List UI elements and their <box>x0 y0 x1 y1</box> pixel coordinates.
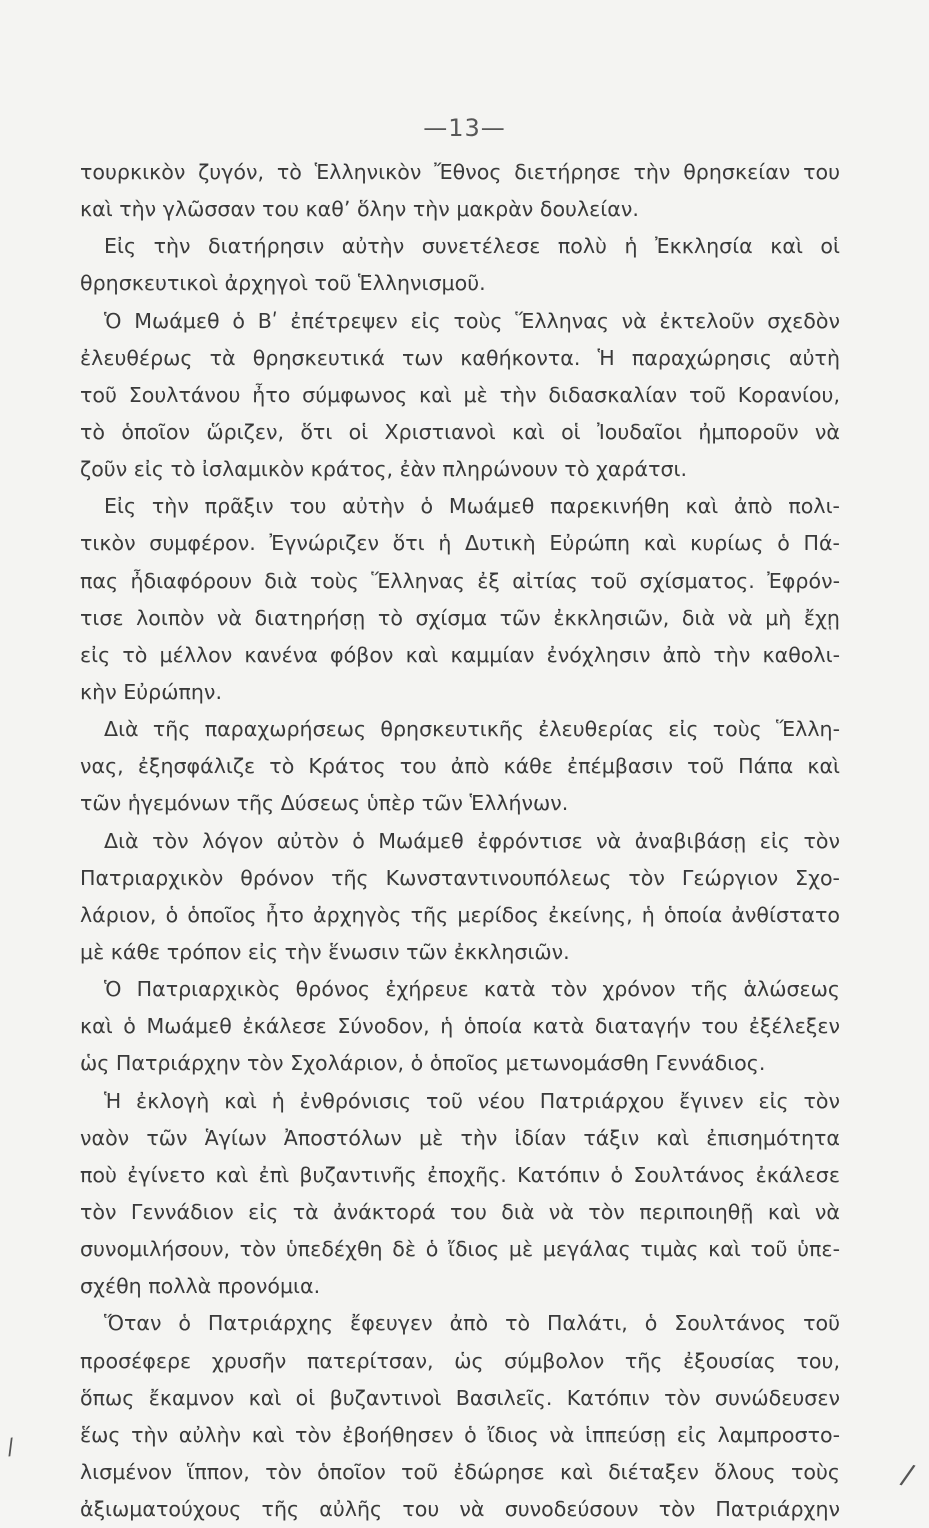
text-line: νας, ἐξησφάλιζε τὸ Κράτος του ἀπὸ κάθε ἐπέμβασιν τοῦ Πάπα καὶ <box>80 754 840 779</box>
text-line: τοῦ Σουλτάνου ἦτο σύμφωνος καὶ μὲ τὴν διδασκαλίαν τοῦ Κορανίου, <box>80 382 840 407</box>
text-line: μὲ κάθε τρόπον εἰς τὴν ἕνωσιν τῶν ἐκκλησιῶν. <box>80 939 570 964</box>
text-line: Εἰς τὴν διατήρησιν αὐτὴν συνετέλεσε πολὺ ἡ Ἐκκλησία καὶ οἱ <box>104 234 840 259</box>
text-line: Εἰς τὴν πρᾶξιν του αὐτὴν ὁ Μωάμεθ παρεκινήθη καὶ ἀπὸ πολι- <box>104 494 840 519</box>
text-line: λισμένον ἵππον, τὸν ὁποῖον τοῦ ἐδώρησε καὶ διέταξεν ὅλους τοὺς <box>80 1459 840 1484</box>
text-line: τῶν ἡγεμόνων τῆς Δύσεως ὑπὲρ τῶν Ἑλλήνων. <box>80 791 569 816</box>
text-line: τὸ ὁποῖον ὥριζεν, ὅτι οἱ Χριστιανοὶ καὶ οἱ Ἰουδαῖοι ἠμποροῦν νὰ <box>80 419 840 444</box>
text-line: λάριον, ὁ ὁποῖος ἦτο ἀρχηγὸς τῆς μερίδος ἐκείνης, ἡ ὁποία ἀνθίστατο <box>80 902 840 927</box>
text-line: εἰς τὸ μέλλον κανένα φόβον καὶ καμμίαν ἐνόχλησιν ἀπὸ τὴν καθολι- <box>80 642 840 667</box>
text-line: κὴν Εὐρώπην. <box>80 679 222 704</box>
text-line: ἕως τὴν αὐλὴν καὶ τὸν ἐβοήθησεν ὁ ἴδιος νὰ ἱππεύσῃ εἰς λαμπροστο- <box>80 1422 840 1447</box>
page-number: —13— <box>423 114 506 142</box>
text-line: Ὁ Πατριαρχικὸς θρόνος ἐχήρευε κατὰ τὸν χρόνον τῆς ἁλώσεως <box>104 977 840 1002</box>
text-line: ὅπως ἔκαμνον καὶ οἱ βυζαντινοὶ Βασιλεῖς. Κατόπιν τὸν συνώδευσεν <box>80 1385 840 1410</box>
text-line: Ἡ ἐκλογὴ καὶ ἡ ἐνθρόνισις τοῦ νέου Πατριάρχου ἔγινεν εἰς τὸν <box>104 1088 840 1113</box>
text-line: τουρκικὸν ζυγόν, τὸ Ἑλληνικὸν Ἔθνος διετήρησε τὴν θρησκείαν του <box>80 160 840 184</box>
text-line: ἐλευθέρως τὰ θρησκευτικά των καθήκοντα. Ἡ παραχώρησις αὐτὴ <box>80 345 840 370</box>
text-line: ναὸν τῶν Ἁγίων Ἀποστόλων μὲ τὴν ἰδίαν τάξιν καὶ ἐπισημότητα <box>80 1125 840 1150</box>
margin-mark: / <box>898 1457 918 1492</box>
text-line: καὶ τὴν γλῶσσαν του καθʼ ὅλην τὴν μακρὰν δουλείαν. <box>80 197 639 222</box>
text-line: τικὸν συμφέρον. Ἐγνώριζεν ὅτι ἡ Δυτικὴ Εὐρώπη καὶ κυρίως ὁ Πά- <box>80 531 840 556</box>
body-text <box>80 154 840 1528</box>
text-line: σχέθη πολλὰ προνόμια. <box>80 1274 321 1299</box>
text-line: ἀξιωματούχους τῆς αὐλῆς του νὰ συνοδεύσουν τὸν Πατριάρχην <box>80 1497 840 1522</box>
text-line: ποὺ ἐγίνετο καὶ ἐπὶ βυζαντινῆς ἐποχῆς. Κατόπιν ὁ Σουλτάνος ἐκάλεσε <box>80 1162 840 1187</box>
text-line: τὸν Γεννάδιον εἰς τὰ ἀνάκτορά του διὰ νὰ τὸν περιποιηθῇ καὶ νὰ <box>80 1199 840 1224</box>
text-line: θρησκευτικοὶ ἀρχηγοὶ τοῦ Ἑλληνισμοῦ. <box>80 271 486 296</box>
text-line: καὶ ὁ Μωάμεθ ἐκάλεσε Σύνοδον, ἡ ὁποία κατὰ διαταγήν του ἐξέλεξεν <box>80 1014 840 1039</box>
text-line: ζοῦν εἰς τὸ ἰσλαμικὸν κράτος, ἐὰν πληρώνουν τὸ χαράτσι. <box>80 457 688 482</box>
text-line: Ὁ Μωάμεθ ὁ Βʹ ἐπέτρεψεν εἰς τοὺς Ἕλληνας νὰ ἐκτελοῦν σχεδὸν <box>104 308 840 333</box>
text-line: πας ἦδιαφόρουν διὰ τοὺς Ἕλληνας ἐξ αἰτίας τοῦ σχίσματος. Ἐφρόν- <box>80 568 840 593</box>
text-line: συνομιλήσουν, τὸν ὑπεδέχθη δὲ ὁ ἴδιος μὲ μεγάλας τιμὰς καὶ τοῦ ὑπε- <box>80 1237 840 1262</box>
text-line: ὡς Πατριάρχην τὸν Σχολάριον, ὁ ὁποῖος μετωνομάσθη Γεννάδιος. <box>80 1051 766 1076</box>
text-line: Διὰ τὸν λόγον αὐτὸν ὁ Μωάμεθ ἐφρόντισε νὰ ἀναβιβάσῃ εἰς τὸν <box>104 828 840 853</box>
text-line: Πατριαρχικὸν θρόνον τῆς Κωνσταντινουπόλεως τὸν Γεώργιον Σχο- <box>80 865 840 890</box>
text-line: τισε λοιπὸν νὰ διατηρήσῃ τὸ σχίσμα τῶν ἐκκλησιῶν, διὰ νὰ μὴ ἔχῃ <box>80 605 840 630</box>
text-line: Ὅταν ὁ Πατριάρχης ἔφευγεν ἀπὸ τὸ Παλάτι, ὁ Σουλτάνος τοῦ <box>104 1311 840 1336</box>
margin-mark: / <box>4 1434 17 1461</box>
text-line: Διὰ τῆς παραχωρήσεως θρησκευτικῆς ἐλευθερίας εἰς τοὺς Ἕλλη- <box>104 717 840 742</box>
text-line: προσέφερε χρυσῆν πατερίτσαν, ὡς σύμβολον τῆς ἐξουσίας του, <box>80 1348 840 1373</box>
